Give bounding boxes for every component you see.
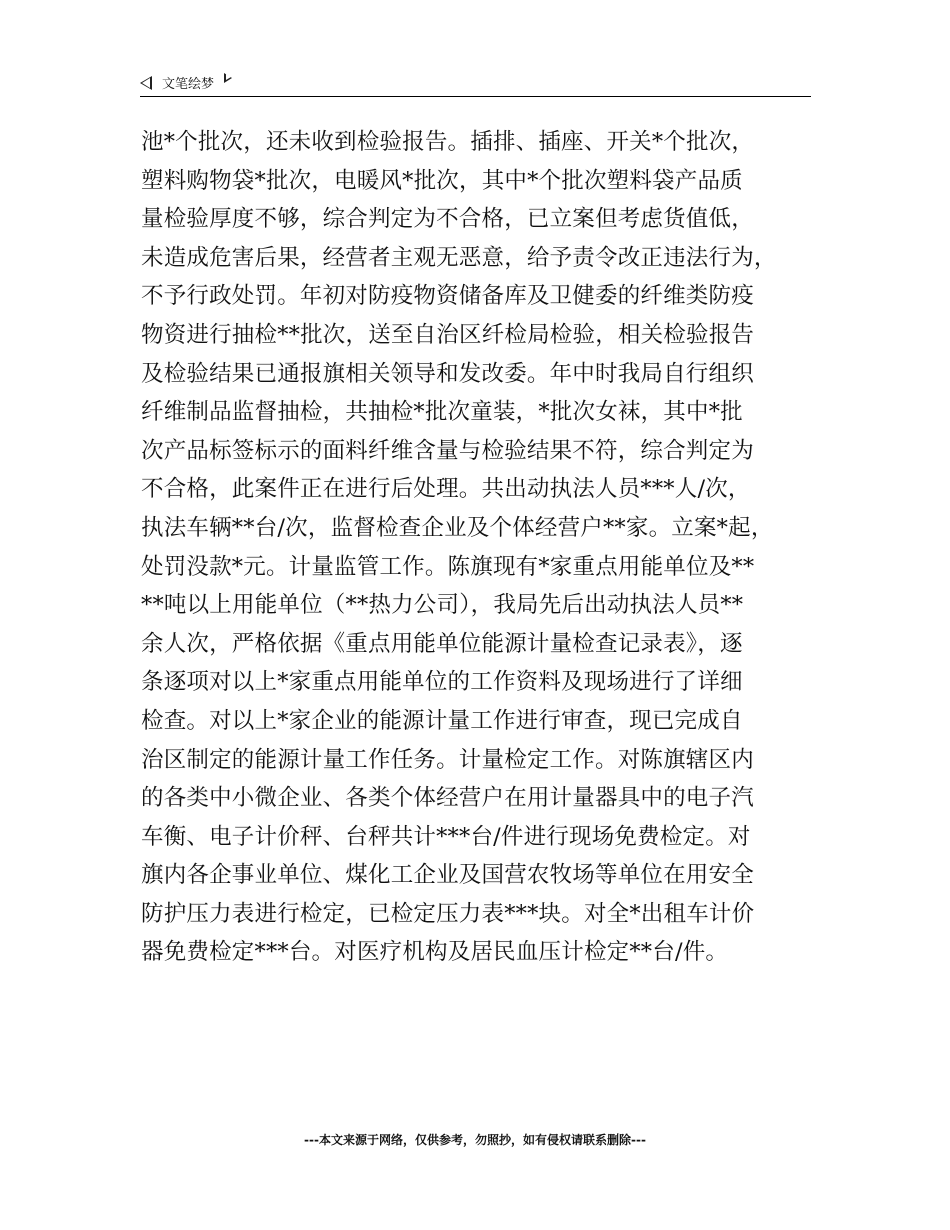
page-footer: ---本文来源于网络，仅供参考，勿照抄，如有侵权请联系删除--- — [304, 1133, 646, 1147]
body-line: 未造成危害后果，经营者主观无恶意，给予责令改正违法行为， — [141, 244, 777, 271]
body-line: 防护压力表进行检定，已检定压力表***块。对全*出租车计价 — [141, 900, 755, 927]
triangle-right-icon — [224, 73, 232, 83]
brand-text: 文笔绘梦 — [162, 77, 215, 92]
body-line: **吨以上用能单位（**热力公司），我局先后出动执法人员** — [141, 592, 744, 619]
body-line: 纤维制品监督抽检，共抽检*批次童装，*批次女袜，其中*批 — [141, 399, 743, 426]
body-line: 及检验结果已通报旗相关领导和发改委。年中时我局自行组织 — [141, 360, 754, 387]
body-line: 不予行政处罚。年初对防疫物资储备库及卫健委的纤维类防疫 — [141, 283, 754, 310]
body-line: 器免费检定***台。对医疗机构及居民血压计检定**台/件。 — [141, 939, 729, 966]
body-line: 条逐项对以上*家重点用能单位的工作资料及现场进行了详细 — [141, 669, 743, 696]
document-body — [141, 123, 816, 972]
body-line: 物资进行抽检**批次，送至自治区纤检局检验，相关检验报告 — [141, 321, 755, 348]
body-line: 塑料购物袋*批次，电暖风*批次，其中*个批次塑料袋产品质 — [141, 167, 743, 194]
body-line: 不合格，此案件正在进行后处理。共出动执法人员***人/次， — [141, 476, 751, 503]
header-brand — [140, 73, 232, 92]
body-line: 的各类中小微企业、各类个体经营户在用计量器具中的电子汽 — [141, 785, 754, 812]
body-line: 车衡、电子计价秤、台秤共计***台/件进行现场免费检定。对 — [141, 823, 751, 850]
body-line: 检查。对以上*家企业的能源计量工作进行审查，现已完成自 — [141, 707, 743, 734]
body-line: 次产品标签标示的面料纤维含量与检验结果不符，综合判定为 — [141, 437, 754, 464]
body-line: 执法车辆**台/次，监督检查企业及个体经营户**家。立案*起， — [141, 514, 774, 541]
body-line: 治区制定的能源计量工作任务。计量检定工作。对陈旗辖区内 — [141, 746, 754, 773]
page-header — [140, 70, 811, 97]
body-line: 处罚没款*元。计量监管工作。陈旗现有*家重点用能单位及** — [141, 553, 755, 580]
body-line: 余人次，严格依据《重点用能单位能源计量检查记录表》，逐 — [141, 630, 743, 657]
body-line: 旗内各企事业单位、煤化工企业及国营农牧场等单位在用安全 — [141, 862, 754, 889]
body-line: 量检验厚度不够，综合判定为不合格，已立案但考虑货值低， — [141, 206, 754, 233]
triangle-left-icon — [140, 76, 152, 90]
body-line: 池*个批次，还未收到检验报告。插排、插座、开关*个批次， — [141, 129, 755, 155]
